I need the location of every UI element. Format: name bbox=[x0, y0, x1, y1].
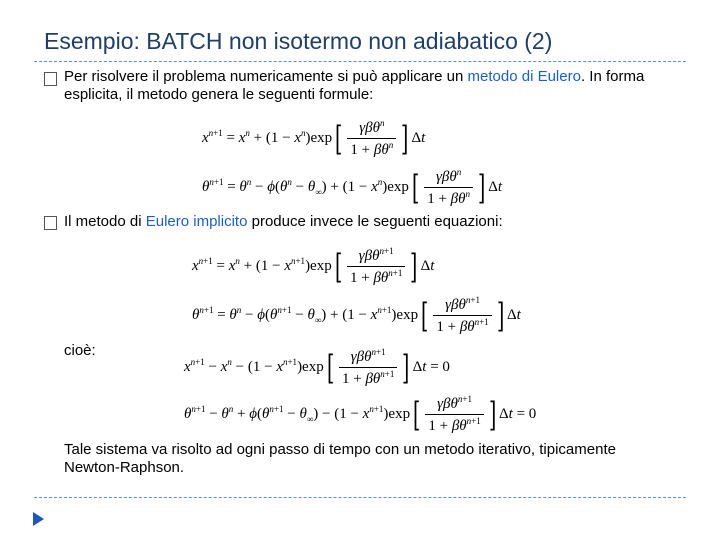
equation-residual-x: $x^{n+1} - x^n - (1 - x^{n+1})\exp$[ $\frac{\gamma\beta\theta^{n+1}}{1 + \beta\theta^{n+1}}$ ] Δt = 0 bbox=[184, 347, 450, 388]
equation-residual-theta: $\theta^{n+1} - \theta^n + \phi(\theta^{n+1} - \theta_\infty) - (1 - x^{n+1})\exp$[ $\frac{\gamma\beta\theta^{n+1}}{1 + \beta\theta^{n+1}}$ ] Δt = 0 bbox=[184, 394, 537, 435]
checkbox-bullet-icon bbox=[44, 72, 57, 86]
equation-implicit-theta: $\theta^{n+1} = \theta^n - \phi(\theta^{n+1} - \theta_\infty) + (1 - x^{n+1})\exp$[ $\frac{\gamma\beta\theta^{n+1}}{1 + \beta\theta^{n+1}}$ ] Δt bbox=[192, 295, 521, 336]
implicit-euler-link: Eulero implicito bbox=[145, 213, 248, 230]
conclusion-text: Tale sistema va risolto ad ogni passo di tempo con un metodo iterativo, tipicamente Newton-Raphson. bbox=[64, 441, 616, 476]
slide-title: Esempio: BATCH non isotermo non adiabatico (2) bbox=[44, 28, 553, 54]
euler-method-link: metodo di Eulero bbox=[467, 68, 581, 85]
cioe-label: cioè: bbox=[64, 342, 96, 359]
next-slide-arrow-icon[interactable] bbox=[33, 512, 44, 526]
checkbox-bullet-icon bbox=[44, 216, 57, 230]
bullet-implicit-euler: Il metodo di Eulero implicito produce invece le seguenti equazioni: bbox=[64, 213, 503, 230]
equation-implicit-x: $x^{n+1} = x^n + (1 - x^{n+1})\exp$[ $\frac{\gamma\beta\theta^{n+1}}{1 + \beta\theta^{n+1}}$ ] Δt bbox=[192, 246, 435, 287]
bottom-divider bbox=[34, 497, 686, 498]
bullet-explicit-euler: Per risolvere il problema numericamente si può applicare un metodo di Eulero. In forma esplicita, il metodo genera le seguenti formule: bbox=[64, 68, 645, 103]
top-divider bbox=[34, 61, 686, 62]
equation-explicit-theta: $\theta^{n+1} = \theta^n - \phi(\theta^n - \theta_\infty) + (1 - x^n)\exp$[ $\frac{\gamma\beta\theta^n}{1 + \beta\theta^n}$ ] Δt bbox=[202, 167, 503, 208]
equation-explicit-x: $x^{n+1} = x^n + (1 - x^n)\exp$[ $\frac{\gamma\beta\theta^n}{1 + \beta\theta^n}$ ] Δt bbox=[202, 118, 426, 159]
